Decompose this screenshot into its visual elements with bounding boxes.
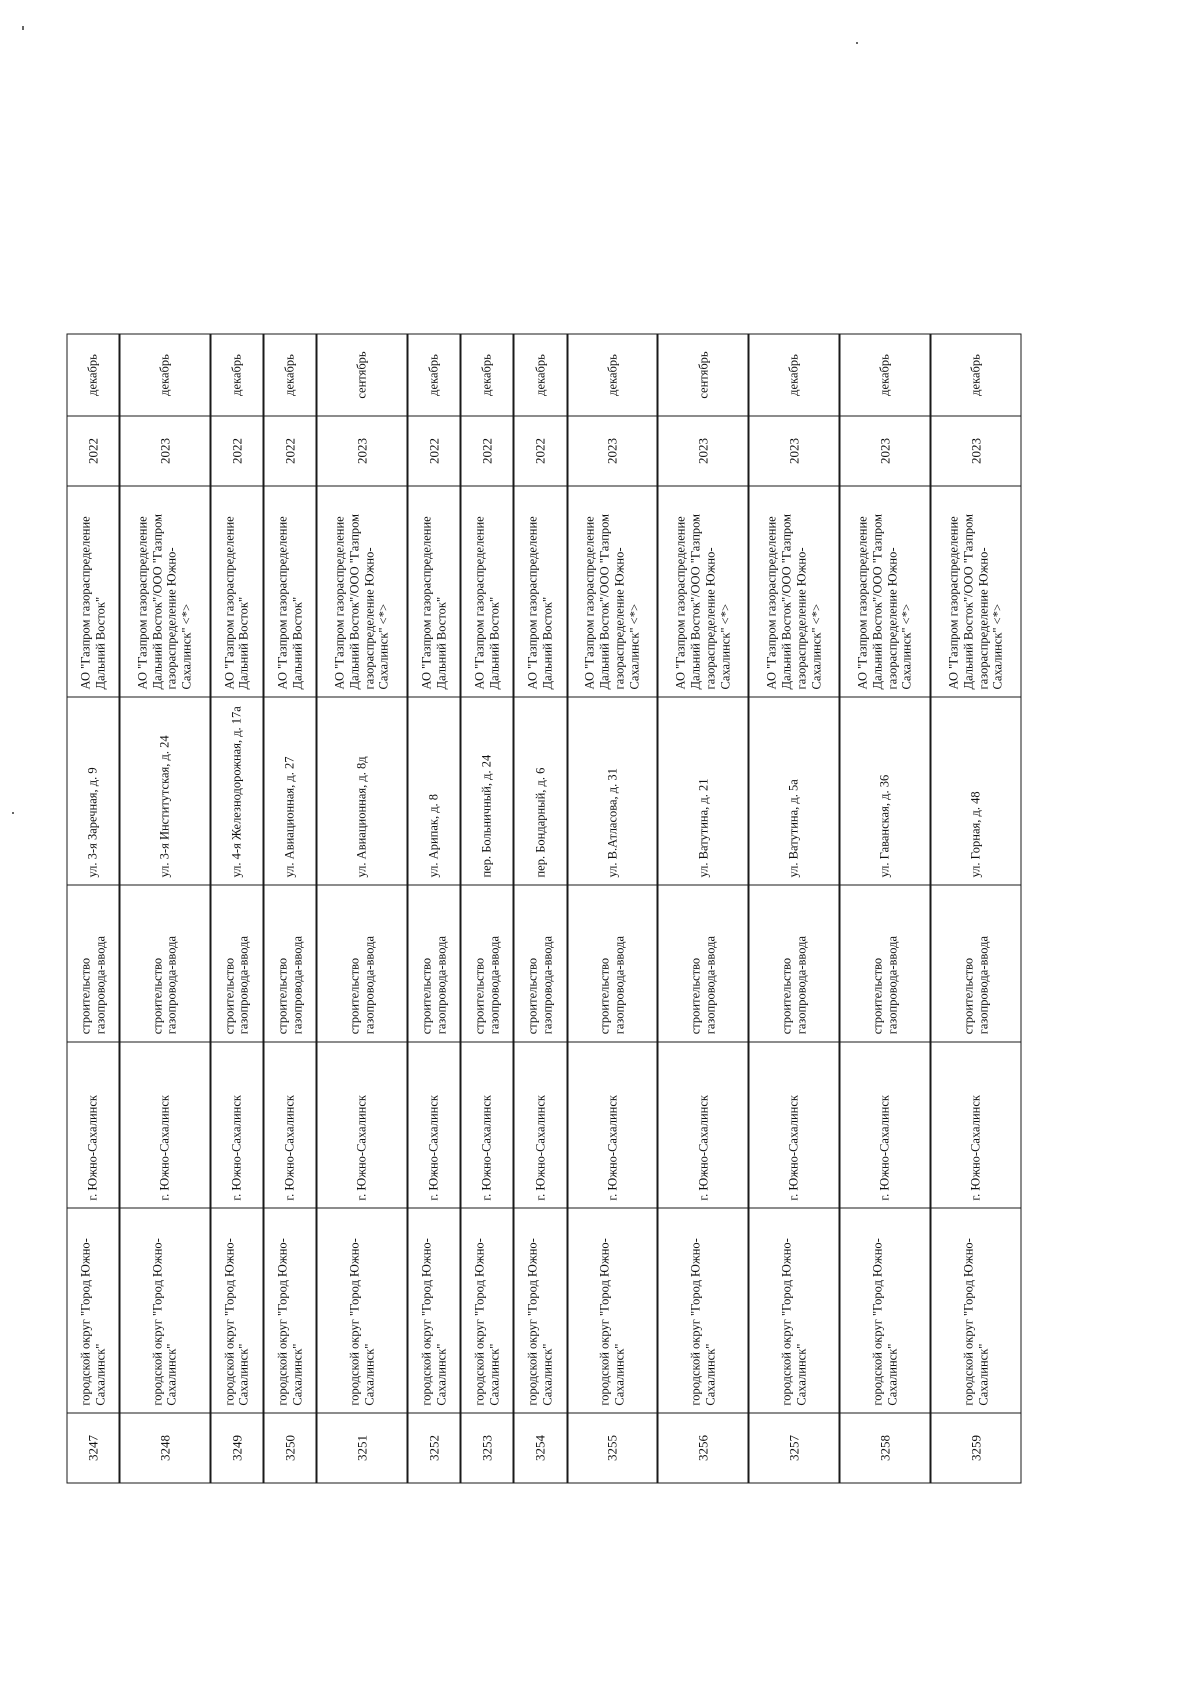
cell-number: 3254 xyxy=(513,1413,566,1483)
cell-organization: АО "Газпром газораспределение Дальний Восток"/ООО "Газпром газораспределение Южно-Сахалинск" <*> xyxy=(567,485,658,696)
cell-year: 2022 xyxy=(210,416,263,486)
cell-organization: АО "Газпром газораспределение Дальний Восток"/ООО "Газпром газораспределение Южно-Сахалинск" <*> xyxy=(657,485,748,696)
table-row xyxy=(210,334,263,1483)
table-row xyxy=(567,334,658,1483)
cell-district: городской округ "Город Южно-Сахалинск" xyxy=(407,1208,460,1413)
cell-city: г. Южно-Сахалинск xyxy=(839,1041,930,1207)
table-row xyxy=(460,334,513,1483)
cell-address: ул. Авиационная, д. 27 xyxy=(263,696,316,884)
table-row xyxy=(119,334,210,1483)
cell-work: строительство газопровода-ввода xyxy=(657,885,748,1042)
cell-year: 2022 xyxy=(67,416,120,486)
cell-number: 3259 xyxy=(930,1413,1020,1483)
cell-year: 2022 xyxy=(460,416,513,486)
cell-year: 2023 xyxy=(839,416,930,486)
cell-address: пер. Бондарный, д. 6 xyxy=(513,696,566,884)
cell-month: декабрь xyxy=(263,334,316,416)
cell-organization: АО "Газпром газораспределение Дальний Восток" xyxy=(263,485,316,696)
cell-organization: АО "Газпром газораспределение Дальний Восток" xyxy=(513,485,566,696)
cell-city: г. Южно-Сахалинск xyxy=(316,1041,407,1207)
scan-speck xyxy=(856,42,858,44)
cell-number: 3251 xyxy=(316,1413,407,1483)
cell-organization: АО "Газпром газораспределение Дальний Восток"/ООО "Газпром газораспределение Южно-Сахалинск" <*> xyxy=(930,485,1020,696)
cell-city: г. Южно-Сахалинск xyxy=(513,1041,566,1207)
cell-city: г. Южно-Сахалинск xyxy=(210,1041,263,1207)
cell-year: 2023 xyxy=(316,416,407,486)
cell-year: 2023 xyxy=(567,416,658,486)
cell-organization: АО "Газпром газораспределение Дальний Восток"/ООО "Газпром газораспределение Южно-Сахалинск" <*> xyxy=(119,485,210,696)
table-row xyxy=(67,334,120,1483)
cell-district: городской округ "Город Южно-Сахалинск" xyxy=(839,1208,930,1413)
cell-month: декабрь xyxy=(210,334,263,416)
cell-city: г. Южно-Сахалинск xyxy=(567,1041,658,1207)
cell-city: г. Южно-Сахалинск xyxy=(119,1041,210,1207)
cell-work: строительство газопровода-ввода xyxy=(567,885,658,1042)
cell-work: строительство газопровода-ввода xyxy=(748,885,839,1042)
cell-work: строительство газопровода-ввода xyxy=(67,885,120,1042)
cell-organization: АО "Газпром газораспределение Дальний Восток" xyxy=(67,485,120,696)
cell-city: г. Южно-Сахалинск xyxy=(748,1041,839,1207)
cell-month: декабрь xyxy=(460,334,513,416)
cell-city: г. Южно-Сахалинск xyxy=(657,1041,748,1207)
cell-work: строительство газопровода-ввода xyxy=(460,885,513,1042)
scan-speck xyxy=(22,26,24,30)
cell-district: городской округ "Город Южно-Сахалинск" xyxy=(460,1208,513,1413)
cell-district: городской округ "Город Южно-Сахалинск" xyxy=(210,1208,263,1413)
table-row xyxy=(407,334,460,1483)
cell-district: городской округ "Город Южно-Сахалинск" xyxy=(748,1208,839,1413)
cell-district: городской округ "Город Южно-Сахалинск" xyxy=(316,1208,407,1413)
cell-work: строительство газопровода-ввода xyxy=(839,885,930,1042)
cell-work: строительство газопровода-ввода xyxy=(407,885,460,1042)
cell-number: 3257 xyxy=(748,1413,839,1483)
cell-city: г. Южно-Сахалинск xyxy=(407,1041,460,1207)
cell-month: декабрь xyxy=(119,334,210,416)
cell-work: строительство газопровода-ввода xyxy=(263,885,316,1042)
table-row xyxy=(316,334,407,1483)
cell-month: сентябрь xyxy=(316,334,407,416)
cell-address: ул. Арипак, д. 8 xyxy=(407,696,460,884)
cell-address: ул. Авиационная, д. 8д xyxy=(316,696,407,884)
cell-month: сентябрь xyxy=(657,334,748,416)
cell-work: строительство газопровода-ввода xyxy=(210,885,263,1042)
cell-month: декабрь xyxy=(930,334,1020,416)
cell-work: строительство газопровода-ввода xyxy=(513,885,566,1042)
cell-number: 3249 xyxy=(210,1413,263,1483)
gas-pipeline-table xyxy=(66,333,1021,1483)
table-row xyxy=(748,334,839,1483)
cell-year: 2023 xyxy=(748,416,839,486)
cell-district: городской округ "Город Южно-Сахалинск" xyxy=(513,1208,566,1413)
cell-city: г. Южно-Сахалинск xyxy=(263,1041,316,1207)
cell-month: декабрь xyxy=(513,334,566,416)
cell-address: ул. Ватутина, д. 21 xyxy=(657,696,748,884)
cell-number: 3255 xyxy=(567,1413,658,1483)
cell-number: 3250 xyxy=(263,1413,316,1483)
cell-organization: АО "Газпром газораспределение Дальний Восток" xyxy=(210,485,263,696)
cell-address: ул. 3-я Институтская, д. 24 xyxy=(119,696,210,884)
cell-work: строительство газопровода-ввода xyxy=(316,885,407,1042)
cell-organization: АО "Газпром газораспределение Дальний Восток" xyxy=(407,485,460,696)
cell-month: декабрь xyxy=(567,334,658,416)
cell-address: ул. 4-я Железнодорожная, д. 17а xyxy=(210,696,263,884)
cell-district: городской округ "Город Южно-Сахалинск" xyxy=(263,1208,316,1413)
cell-year: 2022 xyxy=(263,416,316,486)
cell-address: пер. Больничный, д. 24 xyxy=(460,696,513,884)
cell-number: 3248 xyxy=(119,1413,210,1483)
cell-month: декабрь xyxy=(839,334,930,416)
cell-number: 3258 xyxy=(839,1413,930,1483)
cell-city: г. Южно-Сахалинск xyxy=(460,1041,513,1207)
table-row xyxy=(930,334,1020,1483)
cell-city: г. Южно-Сахалинск xyxy=(930,1041,1020,1207)
cell-year: 2023 xyxy=(657,416,748,486)
cell-district: городской округ "Город Южно-Сахалинск" xyxy=(930,1208,1020,1413)
cell-year: 2022 xyxy=(407,416,460,486)
table-row xyxy=(657,334,748,1483)
cell-work: строительство газопровода-ввода xyxy=(119,885,210,1042)
cell-month: декабрь xyxy=(67,334,120,416)
cell-city: г. Южно-Сахалинск xyxy=(67,1041,120,1207)
cell-organization: АО "Газпром газораспределение Дальний Восток"/ООО "Газпром газораспределение Южно-Сахалинск" <*> xyxy=(748,485,839,696)
cell-year: 2023 xyxy=(930,416,1020,486)
cell-district: городской округ "Город Южно-Сахалинск" xyxy=(657,1208,748,1413)
cell-address: ул. 3-я Заречная, д. 9 xyxy=(67,696,120,884)
table-row xyxy=(263,334,316,1483)
cell-address: ул. В.Атласова, д. 31 xyxy=(567,696,658,884)
cell-year: 2022 xyxy=(513,416,566,486)
cell-district: городской округ "Город Южно-Сахалинск" xyxy=(119,1208,210,1413)
cell-organization: АО "Газпром газораспределение Дальний Восток" xyxy=(460,485,513,696)
cell-district: городской округ "Город Южно-Сахалинск" xyxy=(567,1208,658,1413)
cell-work: строительство газопровода-ввода xyxy=(930,885,1020,1042)
cell-organization: АО "Газпром газораспределение Дальний Восток"/ООО "Газпром газораспределение Южно-Сахалинск" <*> xyxy=(839,485,930,696)
table-row xyxy=(513,334,566,1483)
cell-year: 2023 xyxy=(119,416,210,486)
document-table-rotated xyxy=(66,333,1021,1483)
cell-number: 3247 xyxy=(67,1413,120,1483)
cell-month: декабрь xyxy=(407,334,460,416)
cell-address: ул. Ватутина, д. 5а xyxy=(748,696,839,884)
cell-address: ул. Гаванская, д. 36 xyxy=(839,696,930,884)
cell-month: декабрь xyxy=(748,334,839,416)
cell-address: ул. Горная, д. 48 xyxy=(930,696,1020,884)
scan-speck xyxy=(12,812,14,814)
cell-number: 3253 xyxy=(460,1413,513,1483)
cell-number: 3252 xyxy=(407,1413,460,1483)
table-body xyxy=(67,334,1021,1483)
cell-number: 3256 xyxy=(657,1413,748,1483)
cell-organization: АО "Газпром газораспределение Дальний Восток"/ООО "Газпром газораспределение Южно-Сахалинск" <*> xyxy=(316,485,407,696)
table-row xyxy=(839,334,930,1483)
cell-district: городской округ "Город Южно-Сахалинск" xyxy=(67,1208,120,1413)
